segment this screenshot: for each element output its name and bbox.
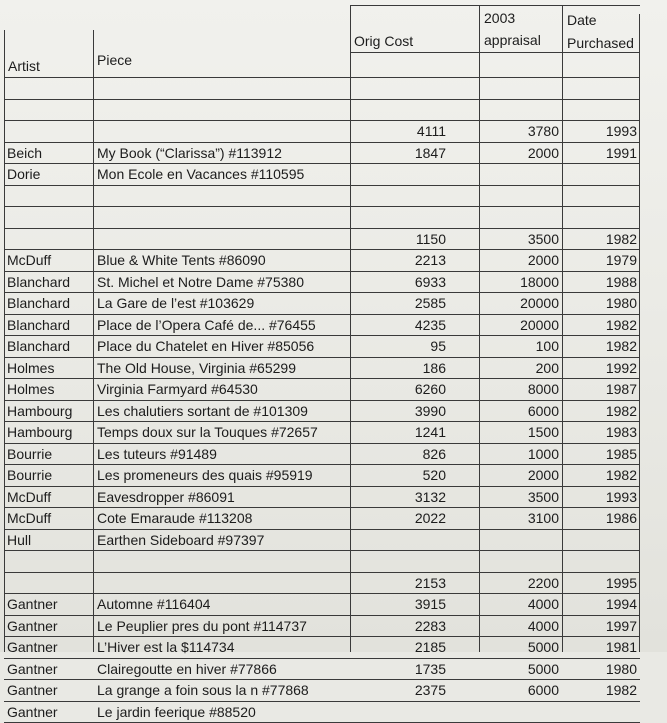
appraisal-cell: 2200 [527, 575, 559, 591]
appraisal-cell: 3780 [527, 123, 559, 139]
artist-cell: Beich [7, 145, 43, 161]
appraisal-cell: 2000 [527, 252, 559, 268]
row-divider [4, 464, 640, 465]
row-divider [4, 292, 640, 293]
row-divider [4, 314, 640, 315]
date-purchased-cell: 1992 [605, 360, 637, 376]
piece-cell: Automne #116404 [97, 596, 211, 612]
row-divider [4, 529, 640, 530]
date-purchased-cell: 1994 [605, 596, 637, 612]
artist-cell: Hambourg [7, 424, 73, 440]
orig-cost-cell: 3990 [414, 403, 446, 419]
piece-cell: L’Hiver est la $114734 [97, 639, 235, 655]
piece-cell: Eavesdropper #86091 [97, 489, 235, 505]
appraisal-cell: 3500 [527, 231, 559, 247]
orig-cost-cell: 4235 [414, 317, 446, 333]
appraisal-cell: 3500 [527, 489, 559, 505]
header-appraisal-year: 2003 [484, 10, 516, 26]
orig-cost-cell: 4111 [416, 123, 446, 139]
artist-cell: Blanchard [7, 338, 71, 354]
row-divider [4, 400, 640, 401]
date-purchased-cell: 1982 [605, 682, 637, 698]
piece-cell: Temps doux sur la Touques #72657 [97, 424, 318, 440]
piece-cell: La Gare de l’est #103629 [97, 295, 255, 311]
piece-cell: Les tuteurs #91489 [97, 446, 217, 462]
orig-cost-cell: 186 [422, 360, 446, 376]
piece-cell: Mon Ecole en Vacances #110595 [97, 166, 305, 182]
row-divider [4, 77, 640, 78]
piece-cell: Clairegoutte en hiver #77866 [97, 661, 277, 677]
orig-cost-cell: 1735 [414, 661, 446, 677]
date-purchased-cell: 1988 [605, 274, 637, 290]
row-divider [4, 701, 640, 702]
row-divider [4, 507, 640, 508]
date-purchased-cell: 1995 [605, 575, 637, 591]
date-purchased-cell: 1982 [605, 231, 637, 247]
piece-cell: Virginia Farmyard #64530 [97, 381, 258, 397]
appraisal-cell: 6000 [527, 682, 559, 698]
column-divider [4, 30, 5, 652]
piece-cell: La grange a foin sous la n #77868 [97, 682, 309, 698]
appraisal-cell: 2000 [527, 145, 559, 161]
piece-cell: Place de l’Opera Café de... #76455 [97, 317, 316, 333]
row-divider [4, 99, 640, 100]
orig-cost-cell: 826 [422, 446, 446, 462]
row-divider [4, 357, 640, 358]
artist-cell: Bourrie [7, 467, 53, 483]
column-divider [562, 5, 563, 652]
artist-cell: Hull [7, 532, 32, 548]
row-divider [4, 658, 640, 659]
header-appraisal: appraisal [484, 32, 541, 48]
orig-cost-cell: 1150 [415, 231, 446, 247]
orig-cost-cell: 2213 [414, 252, 446, 268]
appraisal-cell: 4000 [527, 596, 559, 612]
appraisal-cell: 4000 [527, 618, 559, 634]
column-divider [93, 30, 94, 652]
orig-cost-cell: 95 [430, 338, 446, 354]
row-divider [4, 120, 640, 121]
date-purchased-cell: 1993 [605, 123, 637, 139]
row-divider [4, 271, 640, 272]
artist-cell: Bourrie [7, 446, 53, 462]
row-divider [4, 421, 640, 422]
piece-cell: The Old House, Virginia #65299 [97, 360, 296, 376]
artist-cell: Hambourg [7, 403, 73, 419]
column-divider [479, 5, 480, 652]
row-divider [4, 593, 640, 594]
appraisal-cell: 3100 [527, 510, 559, 526]
piece-cell: Place du Chatelet en Hiver #85056 [97, 338, 315, 354]
date-purchased-cell: 1982 [605, 317, 637, 333]
date-purchased-cell: 1997 [605, 618, 637, 634]
piece-cell: Le Peuplier pres du pont #114737 [97, 618, 307, 634]
header-piece: Piece [97, 52, 133, 68]
row-divider [4, 550, 640, 551]
piece-cell: Blue & White Tents #86090 [97, 252, 266, 268]
date-purchased-cell: 1982 [605, 338, 637, 354]
header-divider [350, 52, 640, 53]
appraisal-cell: 20000 [520, 317, 559, 333]
row-divider [4, 378, 640, 379]
orig-cost-cell: 2153 [414, 575, 446, 591]
artist-cell: Holmes [7, 381, 55, 397]
date-purchased-cell: 1981 [605, 639, 637, 655]
header-date: Date [567, 12, 597, 28]
date-purchased-cell: 1982 [605, 403, 637, 419]
row-divider [4, 206, 640, 207]
artist-cell: McDuff [7, 510, 52, 526]
piece-cell: My Book (“Clarissa”) #113912 [97, 145, 282, 161]
date-purchased-cell: 1980 [605, 661, 637, 677]
header-top-border [350, 5, 640, 6]
piece-cell: Cote Emaraude #113208 [97, 510, 253, 526]
orig-cost-cell: 1241 [414, 424, 446, 440]
orig-cost-cell: 520 [422, 467, 446, 483]
header-orig-cost: Orig Cost [354, 33, 414, 49]
orig-cost-cell: 2185 [414, 639, 446, 655]
artist-cell: Gantner [7, 618, 58, 634]
date-purchased-cell: 1982 [605, 467, 637, 483]
appraisal-cell: 6000 [527, 403, 559, 419]
row-divider [4, 679, 640, 680]
appraisal-cell: 100 [535, 338, 559, 354]
orig-cost-cell: 2375 [414, 682, 446, 698]
artist-cell: Holmes [7, 360, 55, 376]
appraisal-cell: 5000 [527, 661, 559, 677]
date-purchased-cell: 1985 [605, 446, 637, 462]
orig-cost-cell: 2022 [414, 510, 446, 526]
orig-cost-cell: 3915 [414, 596, 446, 612]
row-divider [4, 228, 640, 229]
row-divider [4, 335, 640, 336]
date-purchased-cell: 1980 [605, 295, 637, 311]
date-purchased-cell: 1991 [605, 145, 637, 161]
orig-cost-cell: 2283 [414, 618, 446, 634]
artist-cell: Dorie [7, 166, 41, 182]
appraisal-cell: 18000 [520, 274, 559, 290]
appraisal-cell: 1500 [527, 424, 559, 440]
date-purchased-cell: 1993 [605, 489, 637, 505]
row-divider [4, 249, 640, 250]
row-divider [4, 443, 640, 444]
appraisal-cell: 5000 [527, 639, 559, 655]
column-divider [639, 14, 640, 652]
orig-cost-cell: 6933 [414, 274, 446, 290]
orig-cost-cell: 2585 [414, 295, 446, 311]
appraisal-cell: 2000 [527, 467, 559, 483]
row-divider [4, 572, 640, 573]
artist-cell: Blanchard [7, 295, 71, 311]
artist-cell: Blanchard [7, 317, 71, 333]
piece-cell: Les chalutiers sortant de #101309 [97, 403, 308, 419]
artist-cell: Gantner [7, 682, 58, 698]
date-purchased-cell: 1987 [605, 381, 637, 397]
row-divider [4, 486, 640, 487]
row-divider [4, 142, 640, 143]
row-divider [4, 615, 640, 616]
piece-cell: Le jardin feerique #88520 [97, 704, 256, 720]
orig-cost-cell: 3132 [414, 489, 446, 505]
appraisal-cell: 20000 [520, 295, 559, 311]
appraisal-cell: 200 [535, 360, 559, 376]
row-divider [4, 163, 640, 164]
piece-cell: Earthen Sideboard #97397 [97, 532, 265, 548]
artist-cell: Gantner [7, 704, 58, 720]
appraisal-cell: 8000 [527, 381, 559, 397]
date-purchased-cell: 1986 [605, 510, 637, 526]
artist-cell: Gantner [7, 639, 58, 655]
row-divider [4, 185, 640, 186]
piece-cell: St. Michel et Notre Dame #75380 [97, 274, 304, 290]
artist-cell: McDuff [7, 489, 52, 505]
artist-cell: Blanchard [7, 274, 71, 290]
header-purchased: Purchased [567, 35, 634, 51]
column-divider [350, 5, 351, 652]
artist-cell: Gantner [7, 596, 58, 612]
header-artist: Artist [8, 58, 40, 74]
artist-cell: Gantner [7, 661, 58, 677]
date-purchased-cell: 1979 [605, 252, 637, 268]
date-purchased-cell: 1983 [605, 424, 637, 440]
orig-cost-cell: 6260 [414, 381, 446, 397]
orig-cost-cell: 1847 [414, 145, 446, 161]
artist-cell: McDuff [7, 252, 52, 268]
piece-cell: Les promeneurs des quais #95919 [97, 467, 313, 483]
row-divider [4, 636, 640, 637]
appraisal-cell: 1000 [527, 446, 559, 462]
